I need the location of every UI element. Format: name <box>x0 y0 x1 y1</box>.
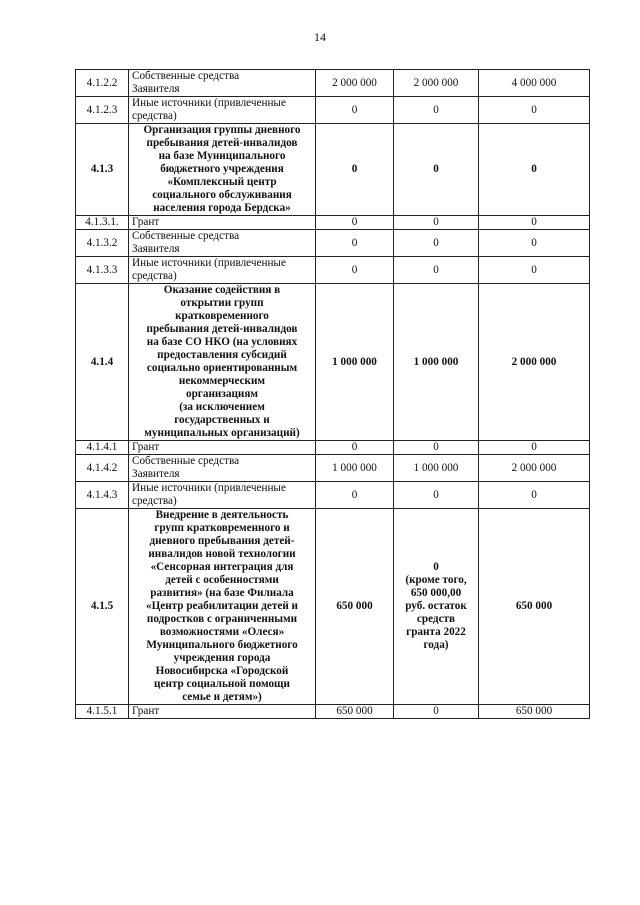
row-number-text: 4.1.4.3 <box>86 488 118 501</box>
row-name-text: Иные источники (привлеченные средства) <box>132 257 286 282</box>
row-value-1-text: 650 000 <box>336 705 373 717</box>
row-value-2-cell <box>394 230 479 257</box>
row-value-3-cell <box>479 455 590 482</box>
row-value-2-text: 0 (кроме того, 650 000,00 руб. остаток средств гранта 2022 года) <box>405 561 467 651</box>
row-value-1-text: 1 000 000 <box>332 461 377 474</box>
table-row <box>76 230 590 257</box>
row-value-3-text: 0 <box>531 488 537 501</box>
row-value-2-cell <box>394 705 479 719</box>
row-value-3-text: 0 <box>531 163 537 175</box>
row-value-2-cell <box>394 124 479 216</box>
row-value-1-text: 0 <box>351 163 358 175</box>
row-value-3-cell <box>479 482 590 509</box>
row-value-3-text: 2 000 000 <box>511 461 557 474</box>
row-value-2-text: 0 <box>433 103 439 116</box>
row-value-2-text: 0 <box>433 705 439 717</box>
row-number-cell <box>76 124 129 216</box>
row-number-cell <box>76 441 129 455</box>
row-value-3-cell <box>479 230 590 257</box>
row-number-text: 4.1.3.1. <box>85 216 119 228</box>
table-row <box>76 509 590 705</box>
row-number-cell <box>76 257 129 284</box>
row-value-3-cell <box>479 124 590 216</box>
row-name-cell <box>129 230 316 257</box>
row-value-2-cell <box>394 284 479 441</box>
row-value-3-text: 0 <box>531 263 537 276</box>
row-name-cell <box>129 124 316 216</box>
row-value-2-cell <box>394 441 479 455</box>
row-name-text: Собственные средства Заявителя <box>132 70 240 95</box>
row-value-1-cell <box>316 455 394 482</box>
table-row <box>76 284 590 441</box>
row-value-1-text: 0 <box>351 236 358 249</box>
row-number-text: 4.1.2.2 <box>86 76 118 89</box>
row-value-3-text: 650 000 <box>515 705 553 717</box>
table-row <box>76 70 590 97</box>
row-value-2-cell <box>394 216 479 230</box>
row-number-text: 4.1.2.3 <box>86 103 118 116</box>
row-number-cell <box>76 97 129 124</box>
row-value-2-text: 1 000 000 <box>413 461 459 474</box>
row-value-3-cell <box>479 441 590 455</box>
row-number-cell <box>76 70 129 97</box>
row-value-3-cell <box>479 705 590 719</box>
row-value-2-text: 0 <box>433 236 439 249</box>
row-value-1-cell <box>316 441 394 455</box>
row-value-3-text: 4 000 000 <box>511 76 557 89</box>
row-value-3-cell <box>479 70 590 97</box>
row-value-2-text: 0 <box>433 488 439 501</box>
row-value-3-cell <box>479 97 590 124</box>
row-value-1-cell <box>316 705 394 719</box>
row-value-1-text: 0 <box>351 263 358 276</box>
row-number-text: 4.1.4 <box>90 355 114 368</box>
row-value-1-cell <box>316 70 394 97</box>
row-name-cell <box>129 509 316 705</box>
row-value-3-cell <box>479 284 590 441</box>
row-value-1-cell <box>316 97 394 124</box>
row-value-3-cell <box>479 257 590 284</box>
row-name-cell <box>129 482 316 509</box>
row-value-2-text: 0 <box>433 216 439 228</box>
row-value-1-text: 0 <box>351 216 358 228</box>
row-value-1-text: 0 <box>351 488 358 501</box>
table-row <box>76 97 590 124</box>
row-name-text: Грант <box>132 216 160 228</box>
row-number-cell <box>76 284 129 441</box>
row-name-text: Собственные средства Заявителя <box>132 230 240 255</box>
row-value-1-cell <box>316 216 394 230</box>
row-value-1-text: 0 <box>351 103 358 116</box>
row-name-text: Иные источники (привлеченные средства) <box>132 97 286 122</box>
row-value-2-cell <box>394 455 479 482</box>
row-value-1-text: 0 <box>351 441 358 453</box>
row-value-3-text: 650 000 <box>515 600 553 612</box>
row-value-2-cell <box>394 70 479 97</box>
table-row <box>76 455 590 482</box>
row-value-1-cell <box>316 257 394 284</box>
row-name-cell <box>129 97 316 124</box>
row-value-1-cell <box>316 482 394 509</box>
row-number-text: 4.1.5.1 <box>86 705 118 717</box>
row-name-cell <box>129 455 316 482</box>
row-number-cell <box>76 705 129 719</box>
row-value-2-cell <box>394 509 479 705</box>
row-number-text: 4.1.4.1 <box>86 441 118 453</box>
row-value-2-text: 0 <box>433 163 439 175</box>
row-number-text: 4.1.4.2 <box>86 461 118 474</box>
row-name-cell <box>129 705 316 719</box>
row-value-3-text: 2 000 000 <box>511 355 557 368</box>
row-value-3-text: 0 <box>531 216 537 228</box>
row-name-cell <box>129 216 316 230</box>
row-value-1-cell <box>316 509 394 705</box>
row-number-cell <box>76 509 129 705</box>
table-row <box>76 441 590 455</box>
row-number-text: 4.1.3.3 <box>86 263 118 276</box>
row-name-cell <box>129 257 316 284</box>
row-number-cell <box>76 216 129 230</box>
row-number-text: 4.1.5 <box>90 600 114 612</box>
row-number-text: 4.1.3 <box>90 163 114 175</box>
row-name-text: Иные источники (привлеченные средства) <box>132 482 286 507</box>
table-row <box>76 482 590 509</box>
row-value-1-text: 650 000 <box>336 600 373 612</box>
row-value-3-cell <box>479 509 590 705</box>
table-row <box>76 257 590 284</box>
row-value-1-cell <box>316 230 394 257</box>
table-row <box>76 124 590 216</box>
row-name-cell <box>129 441 316 455</box>
row-name-cell <box>129 284 316 441</box>
row-value-2-cell <box>394 482 479 509</box>
row-value-1-cell <box>316 124 394 216</box>
row-number-cell <box>76 455 129 482</box>
budget-table <box>75 69 590 719</box>
row-number-cell <box>76 230 129 257</box>
row-name-text: Грант <box>132 441 160 453</box>
row-name-text: Грант <box>132 705 160 717</box>
row-value-2-text: 1 000 000 <box>413 355 459 368</box>
row-number-text: 4.1.3.2 <box>86 236 118 249</box>
row-value-1-cell <box>316 284 394 441</box>
row-value-2-text: 2 000 000 <box>413 76 459 89</box>
row-number-cell <box>76 482 129 509</box>
row-value-3-text: 0 <box>531 103 537 116</box>
row-value-3-cell <box>479 216 590 230</box>
row-value-3-text: 0 <box>531 236 537 249</box>
table-row <box>76 705 590 719</box>
row-value-1-text: 2 000 000 <box>332 76 377 89</box>
row-name-text: Оказание содействия в открытии групп кратковременного пребывания детей-инвалидов на базе СО НКО (на условиях предоставления субсидий социально ориентированным некоммерческим организациям (за исключением государственных и муниципальных организаций) <box>144 284 300 439</box>
row-name-text: Внедрение в деятельность групп кратковременного и дневного пребывания детей- инвалидов новой технологии «Сенсорная интеграция для детей с особенностями развития» (на базе Филиала «Центр реабилитации детей и подростков с ограниченными возможностями «Олеся» Муниципального бюджетного учреждения города Новосибирска «Городской центр социальной помощи семье и детям») <box>145 509 299 703</box>
table-row <box>76 216 590 230</box>
row-value-1-text: 1 000 000 <box>332 355 377 368</box>
row-value-2-cell <box>394 257 479 284</box>
row-value-3-text: 0 <box>531 441 537 453</box>
row-value-2-text: 0 <box>433 441 439 453</box>
row-name-cell <box>129 70 316 97</box>
row-value-2-text: 0 <box>433 263 439 276</box>
page-number: 14 <box>314 30 326 44</box>
row-value-2-cell <box>394 97 479 124</box>
row-name-text: Организация группы дневного пребывания детей-инвалидов на базе Муниципального бюджетного учреждения «Комплексный центр социального обслуживания населения города Бердска» <box>143 124 301 214</box>
row-name-text: Собственные средства Заявителя <box>132 455 240 480</box>
